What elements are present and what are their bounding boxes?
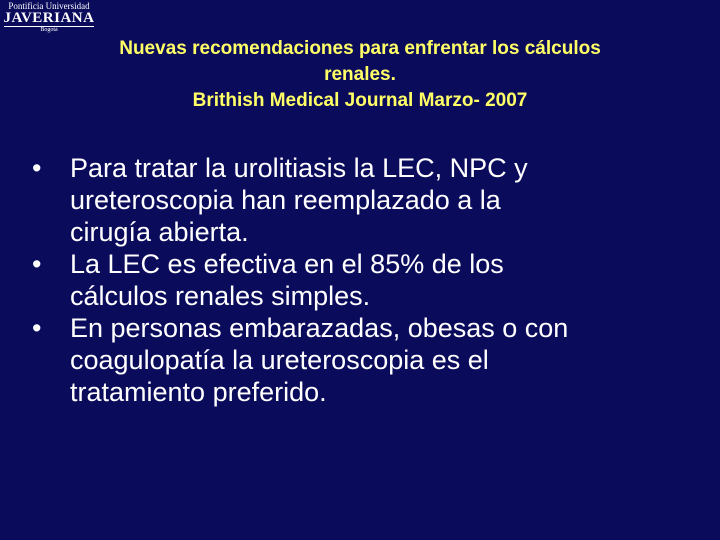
bullet-item [30,312,690,408]
bullet-line: En personas embarazadas, obesas o con [70,313,569,343]
slide-title [40,36,680,114]
bullet-line: ureteroscopia han reemplazado a la [70,185,501,215]
logo-text-javeriana: JAVERIANA [3,10,95,26]
bullet-line: Para tratar la urolitiasis la LEC, NPC y [70,153,528,183]
bullet-line: coagulopatía la ureteroscopia es el [70,345,489,375]
university-logo [2,1,96,33]
bullet-icon: • [32,249,42,279]
title-line-3: Brithish Medical Journal Marzo- 2007 [192,90,528,111]
bullet-line: cálculos renales simples. [70,281,371,311]
bullet-item [30,248,690,312]
bullet-icon: • [32,153,42,183]
bullet-line: La LEC es efectiva en el 85% de los [70,249,504,279]
bullet-line: tratamiento preferido. [70,377,327,407]
title-line-1: Nuevas recomendaciones para enfrentar los cálculos [119,38,601,59]
title-line-2: renales. [324,64,396,85]
bullet-list [30,152,690,408]
logo-text-bogota: Bogotá [40,27,58,33]
logo-text-pontificia: Pontificia Universidad [8,1,90,11]
bullet-icon: • [32,313,42,343]
bullet-line: cirugía abierta. [70,217,249,247]
bullet-item [30,152,690,248]
